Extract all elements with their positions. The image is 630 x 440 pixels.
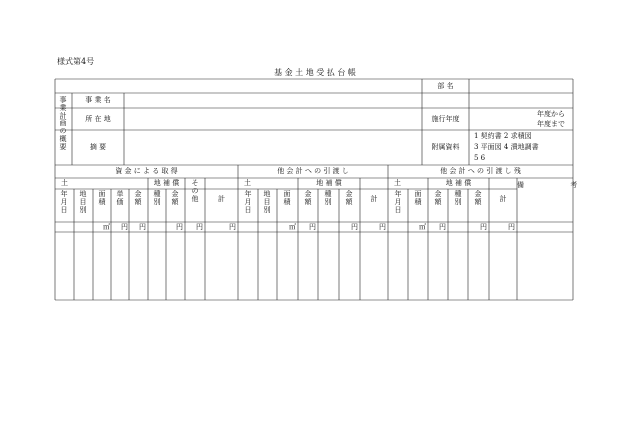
- attachments-label: 附属資料: [431, 143, 460, 151]
- compensation-label-2: 地 補 償: [316, 179, 342, 187]
- unit-yen-1a: 円: [121, 223, 128, 231]
- unit-yen-1b: 円: [139, 223, 146, 231]
- unit-sqm-2: ㎡: [289, 223, 296, 231]
- unit-yen-1e: 円: [229, 223, 236, 231]
- dept-label: 部 名: [437, 82, 454, 90]
- unit-yen-2c: 円: [379, 223, 386, 231]
- col-area-3: 面 積: [414, 190, 422, 206]
- col-unit-price-1: 単 価: [116, 190, 124, 206]
- unit-yen-3c: 円: [508, 223, 515, 231]
- attachment-line-3: 5 6: [474, 154, 486, 162]
- land-label-1: 土: [61, 179, 68, 187]
- project-name-label: 事 業 名: [85, 96, 111, 104]
- remarks-label: 備 考: [517, 181, 600, 189]
- col-amount-3: 金 額: [434, 190, 442, 206]
- page-title: 基 金 土 地 受 払 台 帳: [274, 68, 356, 77]
- unit-yen-1d: 円: [196, 223, 203, 231]
- unit-sqm-1: ㎡: [103, 223, 110, 231]
- total-label-1: 計: [218, 195, 225, 203]
- unit-yen-2a: 円: [309, 223, 316, 231]
- attachment-line-2: 3 平面図 4 潰地調書: [474, 143, 539, 151]
- col-lot-1: 地目別: [79, 190, 87, 214]
- col-area-1: 面 積: [98, 190, 106, 206]
- group-acquisition: 資 金 に よ る 取 得: [115, 167, 178, 175]
- unit-yen-3b: 円: [480, 223, 487, 231]
- fiscal-to: 年度まで: [537, 120, 565, 128]
- fiscal-from: 年度から: [537, 110, 565, 118]
- total-label-3: 計: [499, 195, 507, 203]
- col-type-1: 種 別: [153, 190, 161, 206]
- form-number: 様式第4号: [57, 57, 95, 66]
- col-comp-amount-3: 金 額: [474, 190, 482, 206]
- group-transfer: 他 会 計 へ の 引 渡 し: [277, 167, 349, 175]
- col-amount-2: 金 額: [304, 190, 312, 206]
- col-type-3: 種 別: [454, 190, 462, 206]
- other-label-1: その他: [191, 179, 199, 203]
- unit-yen-1c: 円: [176, 223, 183, 231]
- attachment-line-1: 1 契約書 2 求積図: [474, 132, 532, 140]
- location-label: 所 在 地: [85, 115, 111, 123]
- unit-yen-2b: 円: [351, 223, 358, 231]
- col-date-3: 年月日: [394, 190, 402, 214]
- total-label-2: 計: [370, 195, 378, 203]
- section-label: 事業計画の概要: [59, 96, 67, 151]
- col-area-2: 面 積: [283, 190, 291, 206]
- group-transfer-balance: 他 会 計 へ の 引 渡 し 残: [440, 167, 521, 175]
- col-date-1: 年月日: [60, 190, 68, 214]
- compensation-label-3: 地 補 償: [445, 179, 472, 187]
- compensation-label-1: 地 補 償: [153, 179, 180, 187]
- unit-sqm-3: ㎡: [419, 223, 426, 231]
- col-date-2: 年月日: [244, 190, 252, 214]
- col-comp-amount-1: 金 額: [171, 190, 179, 206]
- fiscal-year-label: 施行年度: [431, 115, 460, 123]
- col-lot-2: 地目別: [263, 190, 271, 214]
- summary-label: 摘 要: [89, 143, 107, 151]
- land-label-3: 土: [394, 179, 401, 187]
- unit-yen-3a: 円: [439, 223, 446, 231]
- col-type-2: 種 別: [324, 190, 332, 206]
- land-label-2: 土: [244, 179, 251, 187]
- col-comp-amount-2: 金 額: [345, 190, 353, 206]
- col-amount-1: 金 額: [134, 190, 142, 206]
